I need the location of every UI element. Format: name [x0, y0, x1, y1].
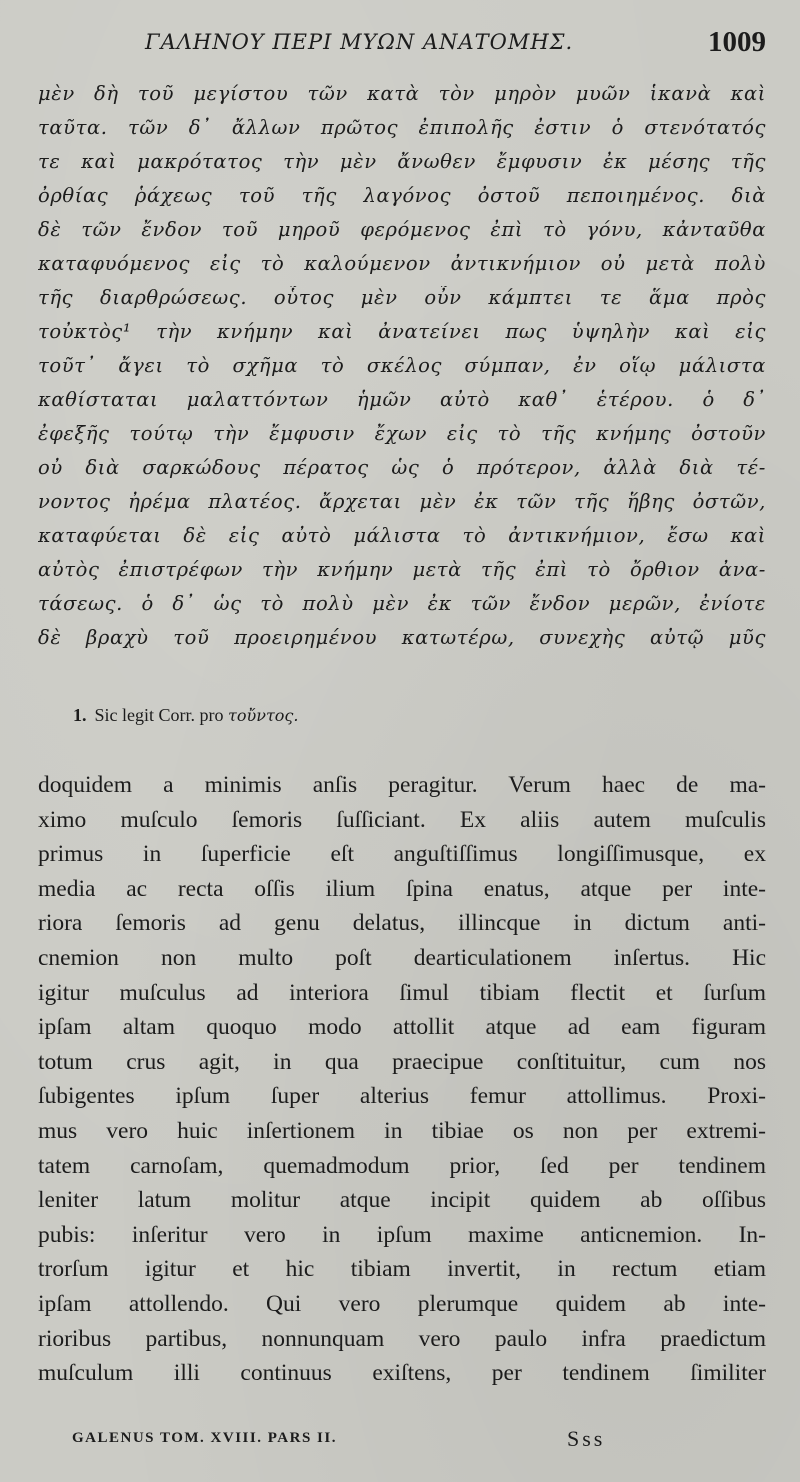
signature-mark: Sss — [567, 1426, 606, 1451]
latin-line: trorſum igitur et hic tibiam invertit, in rectum etiam — [38, 1256, 766, 1283]
greek-line: ταῦτα. τῶν δ᾽ ἄλλων πρῶτος ἐπιπολῆς ἐστιν ὁ στενότατός — [38, 116, 766, 139]
greek-line: οὐ διὰ σαρκώδους πέρατος ὡς ὁ πρότερον, ἀλλὰ διὰ τέ- — [38, 456, 766, 479]
latin-line: ſubigentes ipſum ſuper alterius femur attollimus. Proxi- — [38, 1083, 766, 1110]
footnote-number: 1. — [73, 705, 87, 725]
latin-line: ipſam altam quoquo modo attollit atque ad eam figuram — [38, 1014, 766, 1041]
greek-line: νοντος ἠρέμα πλατέος. ἄρχεται μὲν ἐκ τῶν τῆς ἥβης ὀστῶν, — [38, 490, 766, 513]
footnote — [73, 705, 298, 726]
signature-line: GALENUS TOM. XVIII. PARS II. — [72, 1430, 337, 1446]
running-title: ΓΑΛΗΝΟΥ ΠΕΡΙ ΜΥΩΝ ΑΝΑΤΟΜΗΣ. — [145, 30, 574, 54]
latin-line: cnemion non multo poſt dearticulationem inſertus. Hic — [38, 944, 766, 971]
greek-line: τοῦτ᾽ ἄγει τὸ σχῆμα τὸ σκέλος σύμπαν, ἐν οἵῳ μάλιστα — [38, 354, 766, 377]
greek-line: δὲ βραχὺ τοῦ προειρημένου κατωτέρω, συνεχὴς αὐτῷ μῦς — [38, 626, 766, 649]
latin-line: totum crus agit, in qua praecipue conſtituitur, cum nos — [38, 1048, 766, 1075]
greek-line: ὀρθίας ῥάχεως τοῦ τῆς λαγόνος ὀστοῦ πεποιημένος. διὰ — [38, 184, 766, 207]
footnote-text: Sic legit Corr. pro — [94, 705, 224, 725]
greek-line: τῆς διαρθρώσεως. οὗτος μὲν οὖν κάμπτει τε ἅμα πρὸς — [38, 286, 766, 309]
latin-line: primus in ſuperficie eſt anguſtiſſimus longiſſimusque, ex — [38, 841, 766, 868]
greek-text-block — [38, 82, 766, 660]
latin-line: media ac recta oſſis ilium ſpina enatus, atque per inte- — [38, 875, 766, 902]
greek-line: καταφύεται δὲ εἰς αὐτὸ μάλιστα τὸ ἀντικνήμιον, ἔσω καὶ — [38, 524, 766, 547]
greek-line: δὲ τῶν ἔνδον τοῦ μηροῦ φερόμενος ἐπὶ τὸ γόνυ, κἀνταῦθα — [38, 218, 766, 241]
latin-line: leniter latum molitur atque incipit quidem ab oſſibus — [38, 1187, 766, 1214]
latin-line: mus vero huic inſertionem in tibiae os non per extremi- — [38, 1117, 766, 1144]
latin-text-block — [38, 772, 766, 1395]
latin-line: rioribus partibus, nonnunquam vero paulo infra praedictum — [38, 1325, 766, 1352]
greek-line: τάσεως. ὁ δ᾽ ὡς τὸ πολὺ μὲν ἐκ τῶν ἔνδον μερῶν, ἐνίοτε — [38, 592, 766, 615]
greek-line: τε καὶ μακρότατος τὴν μὲν ἄνωθεν ἔμφυσιν ἐκ μέσης τῆς — [38, 150, 766, 173]
greek-line: μὲν δὴ τοῦ μεγίστου τῶν κατὰ τὸν μηρὸν μυῶν ἱκανὰ καὶ — [38, 82, 766, 105]
page-number: 1009 — [708, 26, 766, 58]
latin-line: pubis: inſeritur vero in ipſum maxime anticnemion. In- — [38, 1221, 766, 1248]
greek-line: αὐτὸς ἐπιστρέφων τὴν κνήμην μετὰ τῆς ἐπὶ τὸ ὄρθιον ἀνα- — [38, 558, 766, 581]
page-header — [40, 26, 770, 70]
latin-line: igitur muſculus ad interiora ſimul tibiam flectit et ſurſum — [38, 979, 766, 1006]
latin-line: ipſam attollendo. Qui vero plerumque quidem ab inte- — [38, 1290, 766, 1317]
latin-line: riora ſemoris ad genu delatus, illincque in dictum anti- — [38, 910, 766, 937]
greek-line: καταφυόμενος εἰς τὸ καλούμενον ἀντικνήμιον οὐ μετὰ πολὺ — [38, 252, 766, 275]
latin-line: ximo muſculo ſemoris ſuſſiciant. Ex aliis autem muſculis — [38, 806, 766, 833]
greek-line: ἐφεξῆς τούτῳ τὴν ἔμφυσιν ἔχων εἰς τὸ τῆς κνήμης ὀστοῦν — [38, 422, 766, 445]
latin-line: doquidem a minimis anſis peragitur. Verum haec de ma- — [38, 772, 766, 798]
greek-line: τοὐκτὸς¹ τὴν κνήμην καὶ ἀνατείνει πως ὑψηλὴν καὶ εἰς — [38, 320, 766, 343]
footnote-greek-word: τοὔντος. — [228, 706, 299, 725]
greek-line: καθίσταται μαλαττόντων ἡμῶν αὐτὸ καθ᾽ ἑτέρου. ὁ δ᾽ — [38, 388, 766, 411]
page-footer — [72, 1428, 632, 1458]
latin-line: muſculum illi continuus exiſtens, per tendinem ſimiliter — [38, 1360, 766, 1387]
latin-line: tatem carnoſam, quemadmodum prior, ſed per tendinem — [38, 1152, 766, 1179]
